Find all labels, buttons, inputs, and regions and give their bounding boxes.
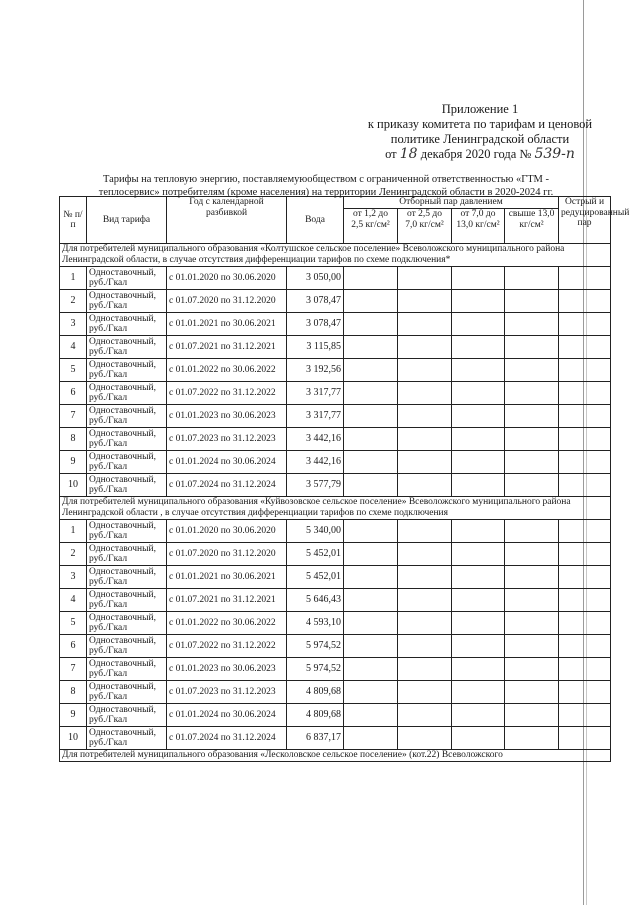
table-row — [60, 566, 611, 589]
empty-cell — [505, 428, 559, 451]
period: с 01.01.2022 по 30.06.2022 — [167, 612, 287, 635]
header-steam-3: от 7,0 до 13,0 кг/см² — [452, 209, 505, 244]
row-number: 1 — [60, 267, 87, 290]
appendix-date-line — [330, 147, 630, 162]
empty-cell — [452, 382, 505, 405]
tariff-type: Одноставочный, руб./Гкал — [87, 612, 167, 635]
period: с 01.07.2021 по 31.12.2021 — [167, 336, 287, 359]
water-tariff-value: 5 974,52 — [287, 635, 344, 658]
water-tariff-value: 3 317,77 — [287, 382, 344, 405]
table-row — [60, 359, 611, 382]
tariff-table — [59, 196, 630, 762]
empty-cell — [344, 428, 398, 451]
table-row — [60, 474, 611, 497]
header-sharp-steam: Острый и редуцированный пар — [559, 197, 611, 244]
empty-cell — [505, 474, 559, 497]
empty-cell — [505, 359, 559, 382]
empty-cell — [344, 543, 398, 566]
empty-cell — [452, 589, 505, 612]
empty-cell — [344, 359, 398, 382]
section-caption: Для потребителей муниципального образования «Колтушское сельское поселение» Всеволожского муниципального района Ленинградской области, в случае отсутствия дифференциации тарифов по схеме подключения* — [60, 244, 611, 267]
section-caption: Для потребителей муниципального образования «Куйвозовское сельское поселение» Всеволожского муниципального района Ленинградской области , в случае отсутствия дифференциации тарифов по схеме подключения — [60, 497, 611, 520]
empty-cell — [559, 336, 611, 359]
tariff-type: Одноставочный, руб./Гкал — [87, 658, 167, 681]
empty-cell — [452, 612, 505, 635]
empty-cell — [344, 727, 398, 750]
period: с 01.01.2020 по 30.06.2020 — [167, 520, 287, 543]
period: с 01.07.2023 по 31.12.2023 — [167, 428, 287, 451]
empty-cell — [505, 313, 559, 336]
period: с 01.01.2024 по 30.06.2024 — [167, 451, 287, 474]
row-number: 8 — [60, 681, 87, 704]
tariff-type: Одноставочный, руб./Гкал — [87, 589, 167, 612]
row-number: 6 — [60, 382, 87, 405]
empty-cell — [505, 267, 559, 290]
period: с 01.01.2024 по 30.06.2024 — [167, 704, 287, 727]
empty-cell — [344, 612, 398, 635]
empty-cell — [559, 520, 611, 543]
period: с 01.07.2023 по 31.12.2023 — [167, 681, 287, 704]
period: с 01.07.2021 по 31.12.2021 — [167, 589, 287, 612]
section-caption: Для потребителей муниципального образования «Лесколовское сельское поселение» (кот.22) Всеволожского — [60, 750, 611, 762]
empty-cell — [344, 474, 398, 497]
empty-cell — [559, 267, 611, 290]
row-number: 3 — [60, 313, 87, 336]
period: с 01.07.2024 по 31.12.2024 — [167, 727, 287, 750]
tariff-type: Одноставочный, руб./Гкал — [87, 428, 167, 451]
empty-cell — [505, 612, 559, 635]
empty-cell — [505, 658, 559, 681]
empty-cell — [505, 566, 559, 589]
empty-cell — [398, 359, 452, 382]
empty-cell — [344, 681, 398, 704]
empty-cell — [452, 405, 505, 428]
empty-cell — [505, 290, 559, 313]
row-number: 10 — [60, 474, 87, 497]
appendix-title: Приложение 1 — [441, 102, 519, 116]
empty-cell — [398, 566, 452, 589]
table-row — [60, 681, 611, 704]
empty-cell — [559, 612, 611, 635]
empty-cell — [505, 543, 559, 566]
empty-cell — [344, 566, 398, 589]
empty-cell — [344, 382, 398, 405]
section-caption-row — [60, 244, 611, 267]
tariff-type: Одноставочный, руб./Гкал — [87, 704, 167, 727]
row-number: 1 — [60, 520, 87, 543]
title-line2: теплосервис» потребителям (кроме населения) на территории Ленинградской области в 2020-2024 гг. — [98, 187, 554, 198]
date-rest: декабря 2020 года № — [420, 147, 532, 161]
empty-cell — [344, 267, 398, 290]
empty-cell — [398, 382, 452, 405]
empty-cell — [398, 635, 452, 658]
row-number: 3 — [60, 566, 87, 589]
empty-cell — [559, 474, 611, 497]
empty-cell — [452, 313, 505, 336]
empty-cell — [344, 313, 398, 336]
empty-cell — [452, 267, 505, 290]
empty-cell — [559, 635, 611, 658]
water-tariff-value: 5 452,01 — [287, 566, 344, 589]
row-number: 2 — [60, 543, 87, 566]
table-row — [60, 451, 611, 474]
water-tariff-value: 3 442,16 — [287, 428, 344, 451]
empty-cell — [452, 566, 505, 589]
empty-cell — [398, 520, 452, 543]
date-day-handwritten: 18 — [399, 146, 418, 162]
empty-cell — [452, 635, 505, 658]
empty-cell — [344, 704, 398, 727]
tariff-type: Одноставочный, руб./Гкал — [87, 543, 167, 566]
empty-cell — [559, 727, 611, 750]
empty-cell — [398, 704, 452, 727]
empty-cell — [505, 405, 559, 428]
tariff-type: Одноставочный, руб./Гкал — [87, 474, 167, 497]
water-tariff-value: 6 837,17 — [287, 727, 344, 750]
water-tariff-value: 5 646,43 — [287, 589, 344, 612]
table-body — [60, 244, 611, 762]
empty-cell — [452, 428, 505, 451]
empty-cell — [452, 336, 505, 359]
table-row — [60, 704, 611, 727]
empty-cell — [452, 474, 505, 497]
tariff-type: Одноставочный, руб./Гкал — [87, 520, 167, 543]
water-tariff-value: 3 115,85 — [287, 336, 344, 359]
row-number: 8 — [60, 428, 87, 451]
table-row — [60, 589, 611, 612]
empty-cell — [398, 405, 452, 428]
empty-cell — [344, 635, 398, 658]
table-row — [60, 543, 611, 566]
period: с 01.01.2021 по 30.06.2021 — [167, 313, 287, 336]
empty-cell — [398, 313, 452, 336]
empty-cell — [398, 267, 452, 290]
empty-cell — [452, 451, 505, 474]
table-row — [60, 267, 611, 290]
empty-cell — [398, 451, 452, 474]
water-tariff-value: 3 442,16 — [287, 451, 344, 474]
empty-cell — [505, 520, 559, 543]
empty-cell — [452, 359, 505, 382]
header-period: Год с календарной разбивкой — [167, 197, 287, 244]
table-row — [60, 658, 611, 681]
appendix-line2: политике Ленинградской области — [390, 132, 570, 146]
empty-cell — [559, 290, 611, 313]
empty-cell — [344, 336, 398, 359]
tariff-type: Одноставочный, руб./Гкал — [87, 290, 167, 313]
empty-cell — [398, 612, 452, 635]
table-row — [60, 405, 611, 428]
empty-cell — [559, 704, 611, 727]
water-tariff-value: 3 192,56 — [287, 359, 344, 382]
water-tariff-value: 4 809,68 — [287, 704, 344, 727]
row-number: 9 — [60, 451, 87, 474]
tariff-type: Одноставочный, руб./Гкал — [87, 359, 167, 382]
empty-cell — [559, 451, 611, 474]
empty-cell — [505, 635, 559, 658]
row-number: 6 — [60, 635, 87, 658]
empty-cell — [398, 336, 452, 359]
water-tariff-value: 5 452,01 — [287, 543, 344, 566]
period: с 01.01.2023 по 30.06.2023 — [167, 405, 287, 428]
water-tariff-value: 3 050,00 — [287, 267, 344, 290]
appendix-line1: к приказу комитета по тарифам и ценовой — [367, 117, 593, 131]
header-steam-2: от 2,5 до 7,0 кг/см² — [398, 209, 452, 244]
empty-cell — [559, 543, 611, 566]
water-tariff-value: 3 078,47 — [287, 313, 344, 336]
header-steam-1: от 1,2 до 2,5 кг/см² — [344, 209, 398, 244]
period: с 01.01.2021 по 30.06.2021 — [167, 566, 287, 589]
empty-cell — [559, 428, 611, 451]
empty-cell — [559, 681, 611, 704]
period: с 01.07.2020 по 31.12.2020 — [167, 543, 287, 566]
table-row — [60, 290, 611, 313]
empty-cell — [559, 405, 611, 428]
title-line1: Тарифы на тепловую энергию, поставляемуюобществом с ограниченной ответственностью «ГТМ - — [102, 174, 550, 185]
table-row — [60, 428, 611, 451]
row-number: 5 — [60, 612, 87, 635]
header-water: Вода — [287, 197, 344, 244]
water-tariff-value: 4 593,10 — [287, 612, 344, 635]
empty-cell — [559, 589, 611, 612]
table-row — [60, 612, 611, 635]
table-row — [60, 313, 611, 336]
empty-cell — [398, 543, 452, 566]
header-steam-4: свыше 13,0 кг/см² — [505, 209, 559, 244]
table-row — [60, 635, 611, 658]
empty-cell — [398, 681, 452, 704]
order-number-handwritten: 539-п — [534, 146, 575, 162]
period: с 01.01.2022 по 30.06.2022 — [167, 359, 287, 382]
empty-cell — [559, 359, 611, 382]
tariff-type: Одноставочный, руб./Гкал — [87, 635, 167, 658]
empty-cell — [505, 727, 559, 750]
water-tariff-value: 3 078,47 — [287, 290, 344, 313]
empty-cell — [344, 589, 398, 612]
section-caption-row — [60, 750, 611, 762]
empty-cell — [452, 658, 505, 681]
row-number: 4 — [60, 589, 87, 612]
empty-cell — [452, 543, 505, 566]
empty-cell — [559, 313, 611, 336]
row-number: 10 — [60, 727, 87, 750]
header-num: № п/п — [60, 197, 87, 244]
table-row — [60, 727, 611, 750]
empty-cell — [398, 474, 452, 497]
period: с 01.01.2020 по 30.06.2020 — [167, 267, 287, 290]
tariff-type: Одноставочный, руб./Гкал — [87, 681, 167, 704]
tariff-type: Одноставочный, руб./Гкал — [87, 727, 167, 750]
tariff-type: Одноставочный, руб./Гкал — [87, 451, 167, 474]
tariff-type: Одноставочный, руб./Гкал — [87, 336, 167, 359]
water-tariff-value: 4 809,68 — [287, 681, 344, 704]
empty-cell — [452, 290, 505, 313]
empty-cell — [505, 336, 559, 359]
period: с 01.01.2023 по 30.06.2023 — [167, 658, 287, 681]
period: с 01.07.2022 по 31.12.2022 — [167, 635, 287, 658]
water-tariff-value: 5 974,52 — [287, 658, 344, 681]
row-number: 7 — [60, 658, 87, 681]
header-steam-group: Отборный пар давлением — [344, 197, 559, 209]
empty-cell — [398, 290, 452, 313]
section-caption-row — [60, 497, 611, 520]
tariff-type: Одноставочный, руб./Гкал — [87, 313, 167, 336]
appendix-header — [330, 102, 630, 162]
date-prefix: от — [385, 147, 397, 161]
period: с 01.07.2024 по 31.12.2024 — [167, 474, 287, 497]
empty-cell — [452, 681, 505, 704]
tariff-type: Одноставочный, руб./Гкал — [87, 405, 167, 428]
tariff-type: Одноставочный, руб./Гкал — [87, 566, 167, 589]
empty-cell — [344, 658, 398, 681]
empty-cell — [559, 658, 611, 681]
row-number: 2 — [60, 290, 87, 313]
table-row — [60, 520, 611, 543]
period: с 01.07.2020 по 31.12.2020 — [167, 290, 287, 313]
water-tariff-value: 3 317,77 — [287, 405, 344, 428]
empty-cell — [505, 451, 559, 474]
table-row — [60, 336, 611, 359]
row-number: 7 — [60, 405, 87, 428]
empty-cell — [452, 520, 505, 543]
row-number: 9 — [60, 704, 87, 727]
empty-cell — [344, 290, 398, 313]
empty-cell — [398, 428, 452, 451]
empty-cell — [452, 704, 505, 727]
empty-cell — [505, 589, 559, 612]
empty-cell — [559, 382, 611, 405]
empty-cell — [398, 658, 452, 681]
water-tariff-value: 3 577,79 — [287, 474, 344, 497]
empty-cell — [505, 681, 559, 704]
empty-cell — [344, 520, 398, 543]
tariff-type: Одноставочный, руб./Гкал — [87, 382, 167, 405]
table-row — [60, 382, 611, 405]
empty-cell — [452, 727, 505, 750]
row-number: 4 — [60, 336, 87, 359]
empty-cell — [559, 566, 611, 589]
water-tariff-value: 5 340,00 — [287, 520, 344, 543]
period: с 01.07.2022 по 31.12.2022 — [167, 382, 287, 405]
empty-cell — [344, 451, 398, 474]
header-type: Вид тарифа — [87, 197, 167, 244]
empty-cell — [398, 727, 452, 750]
empty-cell — [505, 382, 559, 405]
empty-cell — [344, 405, 398, 428]
tariff-type: Одноставочный, руб./Гкал — [87, 267, 167, 290]
empty-cell — [505, 704, 559, 727]
empty-cell — [398, 589, 452, 612]
row-number: 5 — [60, 359, 87, 382]
